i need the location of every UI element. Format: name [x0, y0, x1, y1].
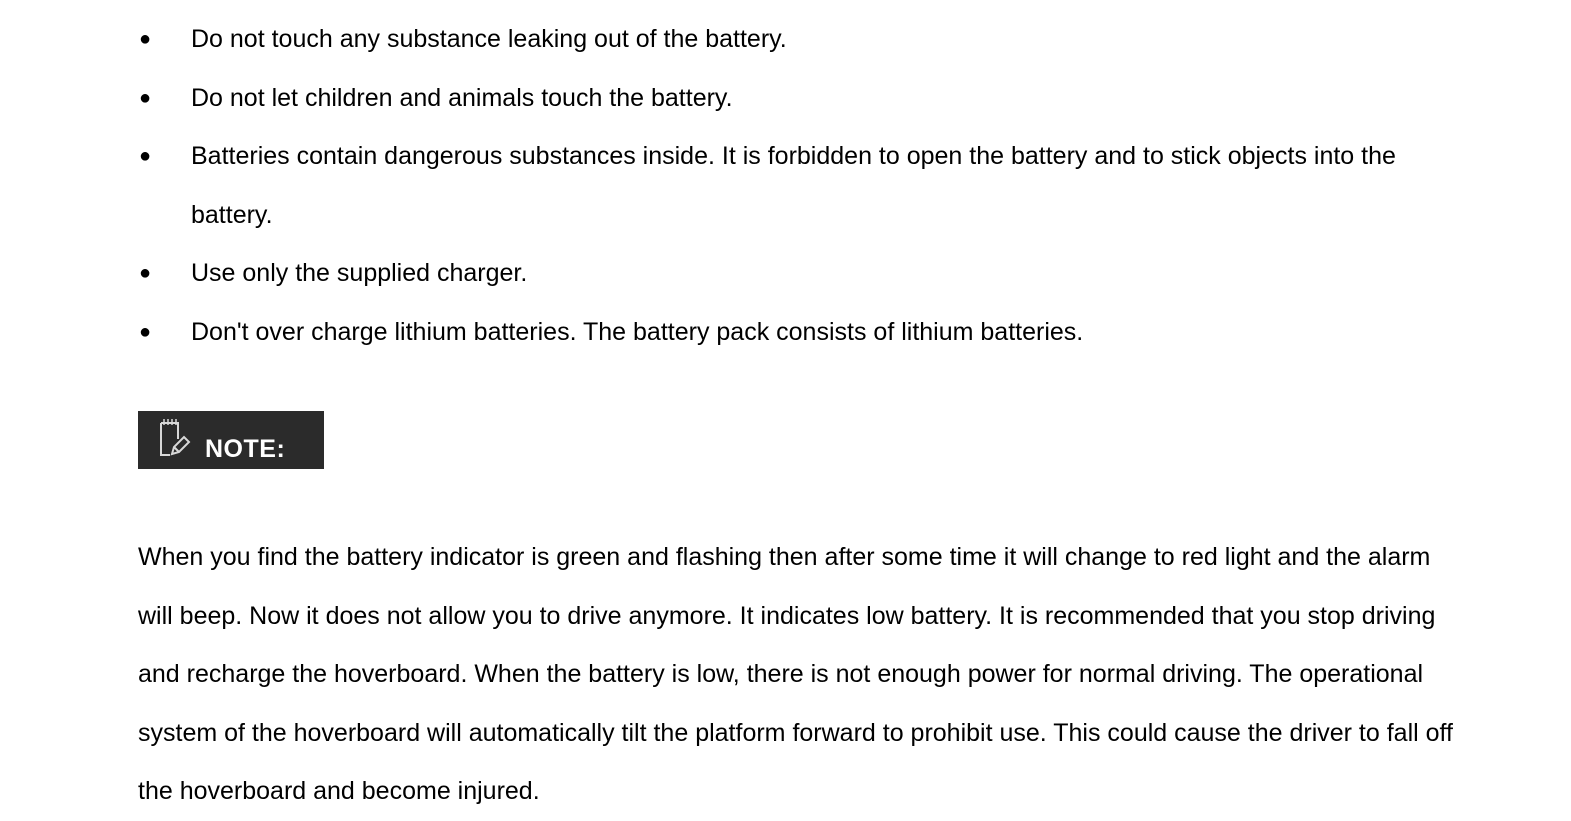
- bullet-icon: ●: [139, 145, 152, 167]
- bullet-text: Don't over charge lithium batteries. The battery pack consists of lithium batteries.: [191, 317, 1084, 346]
- bullet-icon: ●: [139, 86, 152, 109]
- bullet-icon: ●: [139, 262, 152, 284]
- notepad-pencil-icon: [158, 417, 192, 459]
- note-label: NOTE:: [205, 435, 286, 463]
- bullet-text: Do not let children and animals touch the battery.: [191, 83, 733, 112]
- low-battery-paragraph: When you find the battery indicator is green and flashing then after some time it will change to red light and the alarm will beep. Now it does not allow you to drive anymore. It indicates low battery. It is recommended that you stop driving and recharge the hoverboard. When the battery is low, there is not enough power for normal driving. The operational system of the hoverboard will automatically tilt the platform forward to prohibit use. This could cause the driver to fall off the hoverboard and become injured.: [138, 543, 1453, 805]
- bullet-item: [138, 10, 1438, 69]
- bullet-text: Batteries contain dangerous substances inside. It is forbidden to open the battery and to stick objects into the battery.: [191, 142, 1396, 229]
- bullet-item: [138, 303, 1438, 362]
- bullet-icon: ●: [139, 320, 152, 343]
- safety-bullet-list: [138, 10, 1438, 361]
- bullet-icon: ●: [139, 28, 152, 50]
- bullet-text: Use only the supplied charger.: [191, 259, 528, 287]
- bullet-item: [138, 69, 1438, 128]
- note-banner: [138, 411, 324, 469]
- bullet-item: [138, 244, 1438, 303]
- bullet-item: [138, 127, 1438, 244]
- bullet-text: Do not touch any substance leaking out of the battery.: [191, 25, 787, 53]
